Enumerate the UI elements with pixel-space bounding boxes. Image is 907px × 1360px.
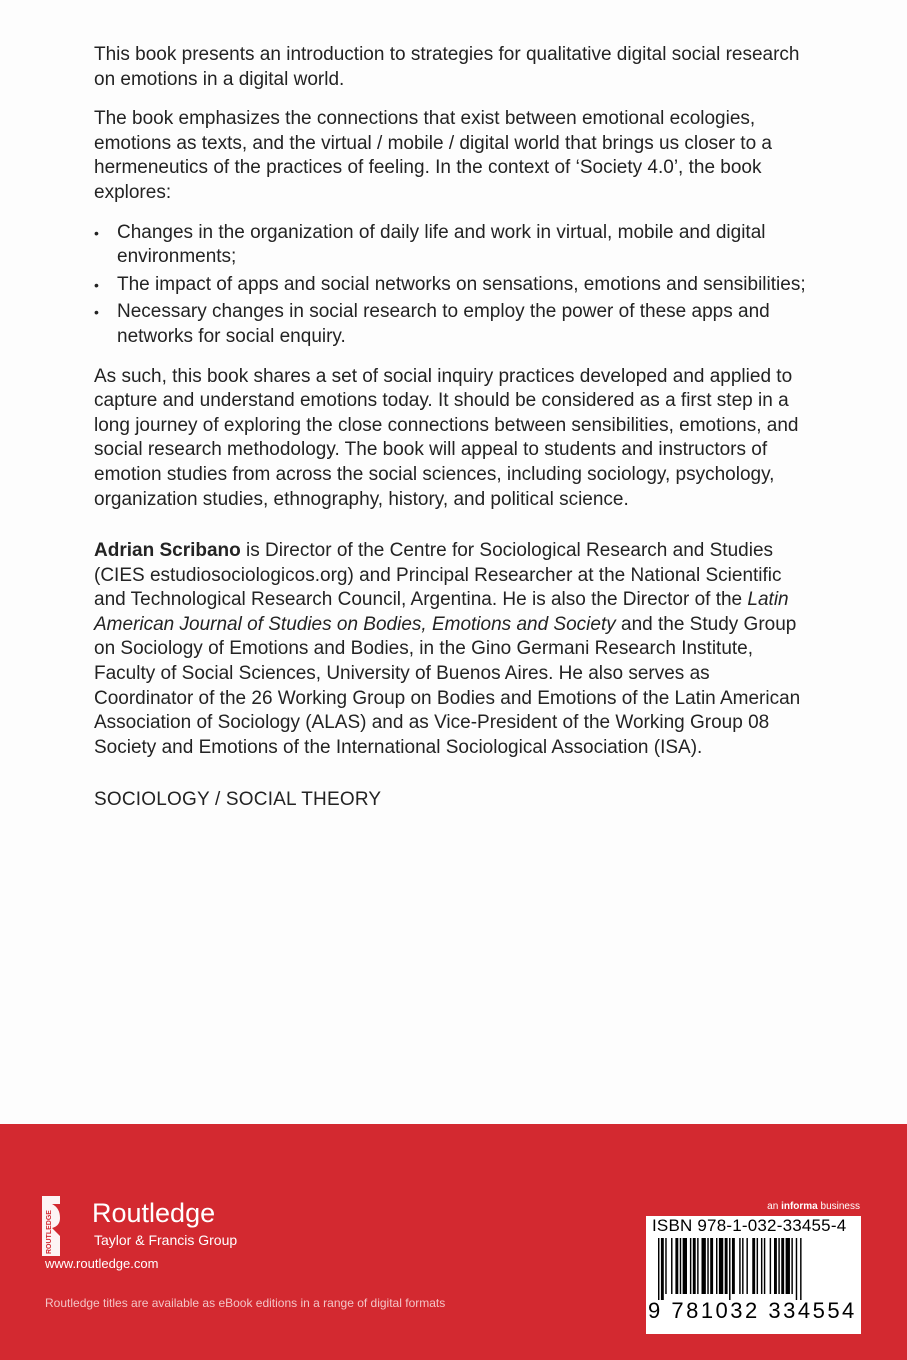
list-item (94, 273, 814, 298)
bullet-icon: • (94, 276, 99, 293)
barcode-bar (796, 1238, 797, 1300)
barcode-bar (791, 1238, 792, 1294)
barcode-bar (697, 1238, 698, 1294)
emphasis-paragraph: The book emphasizes the connections that exist between emotional ecologies, emotions as texts, and the virtual / mobile / digital world that brings us closer to a hermeneutics of the practices of feeling. In the context of ‘Society 4.0’, the book explores: (94, 108, 772, 203)
barcode-bar (752, 1238, 755, 1294)
barcode-bar (702, 1238, 706, 1294)
barcode-bar (800, 1238, 801, 1300)
barcode-bar (707, 1238, 708, 1294)
author-name: Adrian Scribano (94, 540, 241, 562)
bullet-icon: • (94, 304, 99, 321)
publisher-group: Taylor & Francis Group (94, 1232, 238, 1248)
barcode-bar (732, 1238, 735, 1294)
list-item-text: Changes in the organization of daily life and work in virtual, mobile and digital environments; (117, 221, 766, 268)
list-item (94, 300, 814, 349)
journal-title: Latin American Journal of Studies on Bodies, Emotions and Society (94, 589, 789, 635)
barcode-bar (661, 1238, 664, 1300)
barcode-bar (757, 1238, 758, 1294)
barcode-bar (739, 1238, 740, 1294)
routledge-logo-mark-icon (40, 1196, 62, 1256)
barcode-bar (680, 1238, 681, 1294)
barcode-bar (683, 1238, 687, 1294)
list-item-text: Necessary changes in social research to employ the power of these apps and networks for social enquiry. (117, 301, 770, 347)
ebook-note: Routledge titles are available as eBook editions in a range of digital formats (45, 1296, 446, 1310)
list-item-text: The impact of apps and social networks on sensations, emotions and sensibilities; (117, 273, 806, 295)
barcode-bar (725, 1238, 728, 1294)
barcode-bar (675, 1238, 678, 1294)
barcode-bar (778, 1238, 779, 1294)
publisher-footer (0, 1124, 907, 1360)
intro-paragraph: This book presents an introduction to strategies for qualitative digital social research on emotions in a digital world. (94, 44, 800, 90)
author-bio (94, 539, 814, 760)
bio-part-1: is Director of the Centre for Sociological Research and Studies (CIES estudiosociologicos.org) and Principal Researcher at the National Scientific and Technological Research Council, Argentina. He is also the Director of the (94, 540, 782, 611)
barcode-bar (746, 1238, 747, 1294)
svg-text:ROUTLEDGE: ROUTLEDGE (46, 1210, 53, 1254)
subject-category: SOCIOLOGY / SOCIAL THEORY (94, 789, 382, 811)
informa-tagline: an informa business (767, 1201, 860, 1212)
barcode-bar (665, 1238, 666, 1294)
barcode-bar (764, 1238, 765, 1294)
topics-list (94, 221, 814, 350)
barcode-bar (719, 1238, 723, 1294)
barcode-bar (770, 1238, 771, 1294)
barcode-icon (658, 1238, 850, 1300)
barcode-bar (729, 1238, 730, 1300)
list-item (94, 221, 814, 270)
barcode-bar (671, 1238, 672, 1294)
isbn-barcode (646, 1216, 861, 1334)
barcode-digits: 9 781032 334554 (648, 1298, 857, 1323)
barcode-bar (658, 1238, 659, 1300)
barcode-bar (786, 1238, 790, 1294)
publisher-name: Routledge (92, 1198, 216, 1228)
barcode-bar (693, 1238, 696, 1294)
back-cover-text (94, 43, 814, 828)
barcode-bar (742, 1238, 743, 1294)
barcode-bar (761, 1238, 762, 1294)
publisher-website[interactable]: www.routledge.com (45, 1256, 159, 1271)
barcode-bar (710, 1238, 713, 1294)
bullet-icon: • (94, 224, 99, 241)
barcode-bar (716, 1238, 717, 1294)
barcode-bar (774, 1238, 777, 1294)
barcode-bar (781, 1238, 784, 1294)
isbn-label: ISBN 978-1-032-33455-4 (652, 1216, 847, 1235)
bio-part-2: and the Study Group on Sociology of Emotions and Bodies, in the Gino Germani Research Institute, Faculty of Social Sciences, University of Buenos Aires. He also serves as Coordinator of the 26 Working Group on Bodies and Emotions of the Latin American Association of Sociology (ALAS) and as Vice-President of the Working Group 08 Society and Emotions of the International Sociological Association (ISA). (94, 613, 801, 758)
summary-paragraph: As such, this book shares a set of social inquiry practices developed and applied to capture and understand emotions today. It should be considered as a first step in a long journey of exploring the close connections between sensibilities, emotions, and social research methodology. The book will appeal to students and instructors of emotion studies from across the social sciences, including sociology, psychology, organization studies, ethnography, history, and political science. (94, 365, 799, 510)
barcode-bar (690, 1238, 691, 1294)
